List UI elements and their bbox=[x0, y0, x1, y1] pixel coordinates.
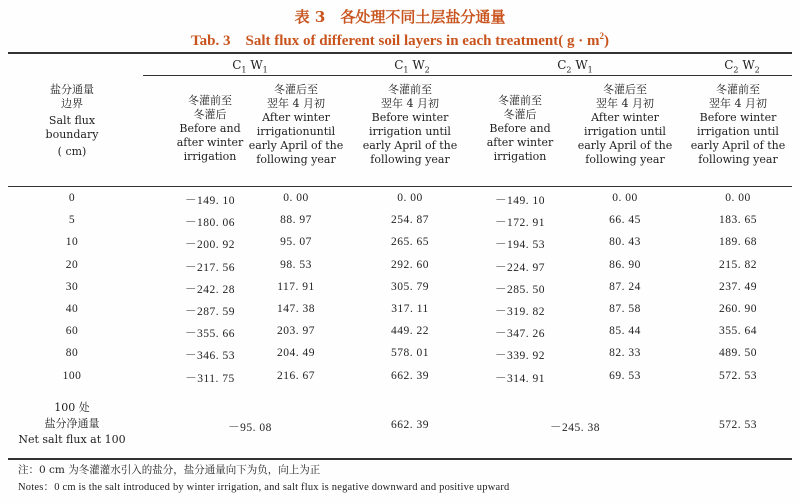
stub-header-line: 盐分通量 bbox=[50, 83, 94, 96]
title-en-unit: ( g · m bbox=[558, 33, 600, 49]
note-en: Notes：0 cm is the salt introduced by winter irrigation, and salt flux is negative downward and positive upward bbox=[18, 482, 510, 493]
column-header-line: early April of the bbox=[690, 139, 786, 152]
table-cell: 117. 91 bbox=[277, 280, 315, 293]
table-cell: 216. 67 bbox=[277, 369, 315, 382]
table-cell: －314. 91 bbox=[495, 372, 545, 385]
table-cell: 80. 43 bbox=[609, 236, 641, 249]
table-cell: 215. 82 bbox=[719, 258, 757, 271]
group-c-sub: 2 bbox=[566, 65, 572, 75]
group-w-letter: W bbox=[246, 58, 263, 72]
table-cell: 86. 90 bbox=[609, 258, 641, 271]
group-w-letter: W bbox=[408, 58, 425, 72]
table-cell: 260. 90 bbox=[719, 303, 757, 315]
table-cell: 449. 22 bbox=[391, 325, 429, 338]
table-cell: 95. 07 bbox=[280, 236, 312, 249]
table-cell: －355. 66 bbox=[185, 328, 235, 341]
column-header bbox=[355, 83, 465, 167]
stub-header-line: 边界 bbox=[61, 97, 83, 110]
row-boundary: 80 bbox=[65, 347, 79, 360]
column-header-line: 冬灌前至 bbox=[498, 94, 542, 107]
table-cell: 87. 24 bbox=[609, 280, 641, 293]
row-boundary: 100 bbox=[62, 369, 82, 382]
table-cell: 237. 49 bbox=[719, 280, 757, 293]
group-w-letter: W bbox=[738, 58, 755, 72]
column-header-line: irrigation until bbox=[697, 125, 779, 138]
table-cell: 292. 60 bbox=[391, 258, 429, 271]
table-cell: 662. 39 bbox=[391, 369, 429, 382]
table-cell: －311. 75 bbox=[185, 372, 235, 385]
column-header-line: Before winter bbox=[699, 111, 777, 124]
table-cell: 578. 01 bbox=[391, 347, 429, 360]
table-cell: 203. 97 bbox=[277, 325, 315, 338]
table-cell: －172. 91 bbox=[495, 217, 545, 230]
column-header-line: 翌年 4 月初 bbox=[267, 97, 325, 110]
stub-header-line: Salt flux bbox=[48, 114, 96, 127]
column-header-line: 冬灌前至 bbox=[716, 83, 760, 96]
column-header-line: irrigation until bbox=[584, 125, 666, 138]
column-header-line: Before and bbox=[489, 122, 551, 135]
column-header-line: early April of the bbox=[248, 139, 344, 152]
group-c-letter: C bbox=[724, 58, 734, 72]
row-boundary: 0 bbox=[68, 192, 76, 204]
table-cell: 87. 58 bbox=[609, 303, 641, 315]
table-cell: －242. 28 bbox=[185, 283, 235, 296]
row-boundary: 20 bbox=[65, 258, 79, 271]
column-header-line: after winter bbox=[486, 136, 554, 149]
column-header-line: 冬灌前至 bbox=[388, 83, 432, 96]
net-row-value: －245. 38 bbox=[550, 422, 600, 434]
net-row-value: 572. 53 bbox=[719, 419, 757, 431]
table-cell: －180. 06 bbox=[185, 217, 235, 230]
table-cell: －347. 26 bbox=[495, 328, 545, 341]
row-boundary: 10 bbox=[65, 236, 79, 249]
column-header-line: After winter bbox=[591, 111, 659, 124]
column-header-line: 冬灌后至 bbox=[603, 83, 647, 96]
group-w-sub: 2 bbox=[754, 65, 760, 75]
table-cell: －285. 50 bbox=[495, 283, 545, 296]
group-c-sub: 1 bbox=[403, 65, 409, 75]
table-cell: 69. 53 bbox=[609, 369, 641, 382]
table-cell: －319. 82 bbox=[495, 306, 545, 318]
table-cell: －149. 10 bbox=[495, 195, 545, 207]
column-header-line: 翌年 4 月初 bbox=[596, 97, 654, 110]
table-cell: 183. 65 bbox=[719, 214, 757, 227]
group-c-letter: C bbox=[557, 58, 567, 72]
column-header-line: 冬灌后至 bbox=[274, 83, 318, 96]
table-cell: 0. 00 bbox=[283, 192, 309, 204]
group-c-letter: C bbox=[394, 58, 404, 72]
table-cell: 98. 53 bbox=[280, 258, 312, 271]
group-c-letter: C bbox=[232, 58, 242, 72]
title-en-text: Tab. 3 Salt flux of different soil layers in each treatment bbox=[191, 33, 559, 49]
table-title-cn: 表 3 各处理不同土层盐分通量 bbox=[294, 8, 506, 26]
column-header-line: after winter bbox=[176, 136, 244, 149]
table-cell: －339. 92 bbox=[495, 350, 545, 363]
column-header-line: 冬灌前至 bbox=[188, 94, 232, 107]
stub-header-line: ( cm) bbox=[57, 145, 87, 158]
table-cell: 317. 11 bbox=[391, 303, 429, 315]
column-header-line: irrigationuntil bbox=[256, 125, 336, 138]
table-cell: 204. 49 bbox=[277, 347, 315, 360]
group-underline bbox=[143, 75, 792, 76]
column-header-line: After winter bbox=[262, 111, 330, 124]
column-header-line: Before and bbox=[179, 122, 241, 135]
table-cell: 0. 00 bbox=[725, 192, 751, 204]
table-cell: －200. 92 bbox=[185, 239, 235, 252]
bottom-rule bbox=[8, 458, 792, 460]
column-header-line: 冬灌后 bbox=[193, 108, 227, 121]
column-header-line: following year bbox=[256, 153, 336, 166]
table-cell: 189. 68 bbox=[719, 236, 757, 249]
table-cell: 355. 64 bbox=[719, 325, 757, 338]
table-cell: －287. 59 bbox=[185, 306, 235, 318]
row-boundary: 60 bbox=[65, 325, 79, 338]
stub-header-line: boundary bbox=[45, 128, 99, 141]
treatment-group-header bbox=[372, 58, 452, 74]
column-header-line: Before winter bbox=[371, 111, 449, 124]
column-header-line: early April of the bbox=[362, 139, 458, 152]
column-header bbox=[465, 94, 575, 164]
table-cell: 147. 38 bbox=[277, 303, 315, 315]
table-cell: 0. 00 bbox=[612, 192, 638, 204]
column-header-line: early April of the bbox=[577, 139, 673, 152]
top-rule bbox=[8, 52, 792, 54]
table-title-en bbox=[0, 29, 800, 50]
net-row-label-line: Net salt flux at 100 bbox=[18, 433, 126, 446]
group-w-sub: 2 bbox=[424, 65, 430, 75]
column-header bbox=[570, 83, 680, 167]
column-header-line: 翌年 4 月初 bbox=[709, 97, 767, 110]
column-header bbox=[241, 83, 351, 167]
group-w-letter: W bbox=[571, 58, 588, 72]
net-row-value: －95. 08 bbox=[228, 422, 272, 434]
treatment-group-header bbox=[535, 58, 615, 74]
table-cell: 254. 87 bbox=[391, 214, 429, 227]
net-row-value: 662. 39 bbox=[391, 419, 429, 431]
table-cell: 66. 45 bbox=[609, 214, 641, 227]
column-header-line: 冬灌后 bbox=[503, 108, 537, 121]
table-cell: －194. 53 bbox=[495, 239, 545, 252]
column-header bbox=[683, 83, 793, 167]
table-cell: －224. 97 bbox=[495, 261, 545, 274]
table-cell: 489. 50 bbox=[719, 347, 757, 360]
table-cell: 82. 33 bbox=[609, 347, 641, 360]
table-cell: －217. 56 bbox=[185, 261, 235, 274]
row-boundary: 5 bbox=[68, 214, 76, 227]
group-c-sub: 2 bbox=[733, 65, 739, 75]
column-header-line: irrigation bbox=[183, 150, 237, 163]
column-header-line: irrigation until bbox=[369, 125, 451, 138]
row-boundary: 30 bbox=[65, 280, 79, 293]
table-cell: 305. 79 bbox=[391, 280, 429, 293]
treatment-group-header bbox=[702, 58, 782, 74]
column-header-line: irrigation bbox=[493, 150, 547, 163]
row-boundary: 40 bbox=[65, 303, 79, 315]
table-cell: 88. 97 bbox=[280, 214, 312, 227]
group-w-sub: 1 bbox=[587, 65, 593, 75]
column-header-line: following year bbox=[698, 153, 778, 166]
table-cell: －149. 10 bbox=[185, 195, 235, 207]
title-en-unit-sup: 2 bbox=[599, 31, 604, 41]
table-cell: 572. 53 bbox=[719, 369, 757, 382]
group-w-sub: 1 bbox=[262, 65, 268, 75]
treatment-group-header bbox=[210, 58, 290, 74]
column-header-line: 翌年 4 月初 bbox=[381, 97, 439, 110]
net-row-label-line: 盐分净通量 bbox=[44, 417, 100, 430]
note-cn: 注：0 cm 为冬灌灌水引入的盐分，盐分通量向下为负，向上为正 bbox=[18, 464, 321, 476]
column-header-line: following year bbox=[585, 153, 665, 166]
title-en-close: ) bbox=[603, 33, 609, 49]
table-cell: 265. 65 bbox=[391, 236, 429, 249]
table-cell: 85. 44 bbox=[609, 325, 641, 338]
group-c-sub: 1 bbox=[241, 65, 247, 75]
header-rule bbox=[8, 186, 792, 187]
net-row-label-line: 100 处 bbox=[54, 401, 90, 414]
column-header-line: following year bbox=[370, 153, 450, 166]
table-cell: －346. 53 bbox=[185, 350, 235, 363]
table-cell: 0. 00 bbox=[397, 192, 423, 204]
